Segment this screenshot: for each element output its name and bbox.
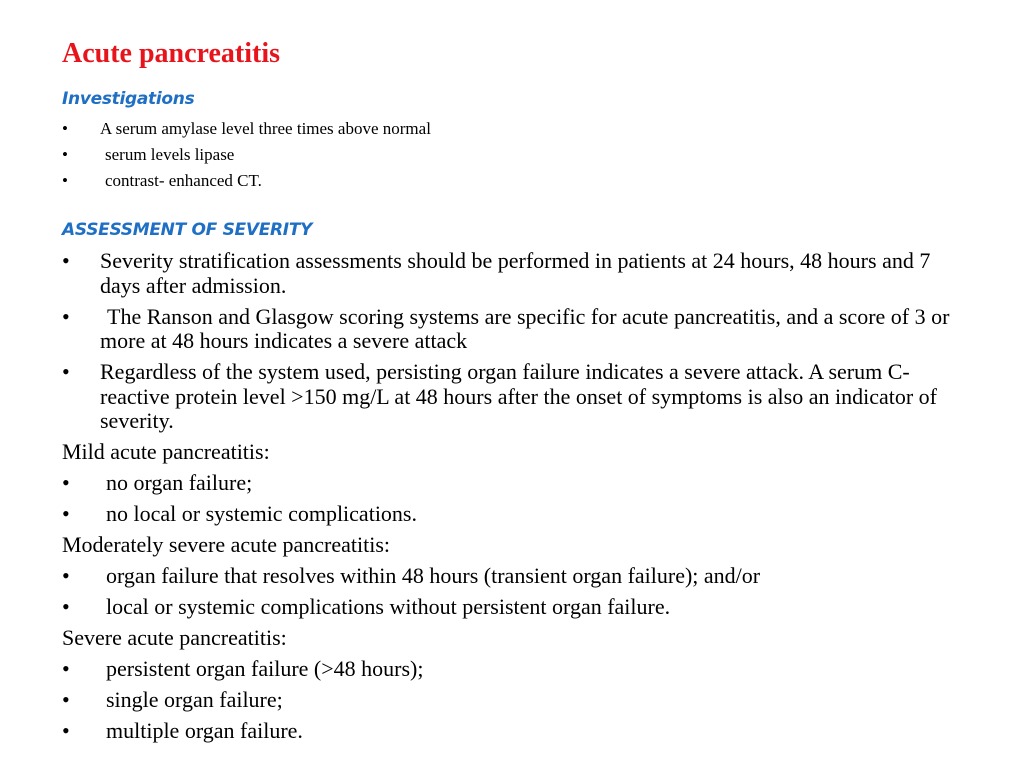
list-item-text: contrast- enhanced CT.: [105, 171, 262, 190]
list-item-text: persistent organ failure (>48 hours);: [106, 656, 424, 681]
assessment-list: [62, 249, 962, 434]
bullet-icon: •: [62, 303, 70, 329]
list-item-text: multiple organ failure.: [106, 718, 303, 743]
severity-content: [62, 249, 962, 750]
list-item: [62, 116, 962, 142]
list-item: [62, 688, 962, 713]
bullet-icon: •: [62, 718, 70, 743]
list-item: [62, 719, 962, 744]
list-item: [62, 249, 962, 298]
bullet-icon: •: [62, 656, 70, 681]
bullet-icon: •: [62, 687, 70, 712]
investigations-list: [62, 116, 962, 194]
list-item: [62, 305, 962, 354]
severe-list: [62, 657, 962, 744]
list-item-text: The Ranson and Glasgow scoring systems are specific for acute pancreatitis, and a score of 3 or more at 48 hours indicates a severe attack: [100, 303, 950, 353]
moderate-label: Moderately severe acute pancreatitis:: [62, 532, 391, 557]
bullet-icon: •: [62, 563, 70, 588]
list-item: [62, 657, 962, 682]
list-item-text: A serum amylase level three times above normal: [100, 119, 431, 138]
list-item: [62, 502, 962, 527]
bullet-icon: •: [62, 119, 68, 138]
severe-label: Severe acute pancreatitis:: [62, 625, 287, 650]
bullet-icon: •: [62, 470, 70, 495]
list-item-text: no local or systemic complications.: [106, 501, 417, 526]
assessment-heading: ASSESSMENT OF SEVERITY: [62, 220, 313, 240]
bullet-icon: •: [62, 145, 68, 164]
list-item-text: Severity stratification assessments should be performed in patients at 24 hours, 48 hours and 7 days after admission.: [100, 248, 931, 298]
list-item-text: local or systemic complications without persistent organ failure.: [106, 594, 671, 619]
bullet-icon: •: [62, 171, 68, 190]
investigations-heading: Investigations: [62, 89, 195, 109]
bullet-icon: •: [62, 248, 70, 273]
list-item-text: no organ failure;: [106, 470, 253, 495]
bullet-icon: •: [62, 359, 70, 384]
list-item: [62, 564, 962, 589]
mild-list: [62, 471, 962, 527]
list-item: [62, 142, 962, 168]
moderate-list: [62, 564, 962, 620]
list-item: [62, 168, 962, 194]
list-item-text: Regardless of the system used, persisting organ failure indicates a severe attack. A serum C-reactive protein level >150 mg/L at 48 hours after the onset of symptoms is also an indicator of severity.: [100, 359, 937, 433]
list-item-text: single organ failure;: [106, 687, 283, 712]
list-item-text: serum levels lipase: [105, 145, 235, 164]
bullet-icon: •: [62, 594, 70, 619]
list-item: [62, 360, 962, 434]
list-item-text: organ failure that resolves within 48 hours (transient organ failure); and/or: [106, 563, 761, 588]
slide-title: Acute pancreatitis: [62, 38, 280, 69]
list-item: [62, 595, 962, 620]
bullet-icon: •: [62, 501, 70, 526]
list-item: [62, 471, 962, 496]
mild-label: Mild acute pancreatitis:: [62, 439, 270, 464]
